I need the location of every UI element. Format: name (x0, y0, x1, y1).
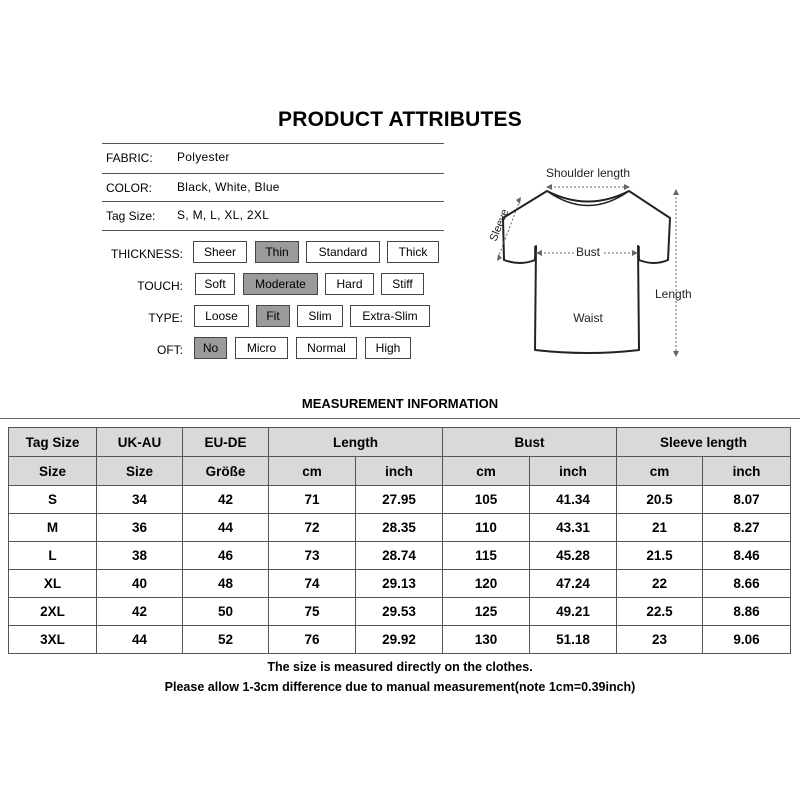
option-oft-micro: Micro (235, 337, 288, 359)
color-value: Black, White, Blue (177, 180, 280, 194)
table-cell: 28.35 (356, 514, 443, 542)
option-touch-soft: Soft (195, 273, 235, 295)
page-title: PRODUCT ATTRIBUTES (278, 108, 522, 131)
table-cell: 42 (97, 598, 183, 626)
table-cell: 3XL (9, 626, 97, 654)
table-cell: 49.21 (530, 598, 617, 626)
table-row (9, 514, 791, 542)
option-touch-hard: Hard (325, 273, 374, 295)
table-row (9, 598, 791, 626)
option-thickness-thin: Thin (255, 241, 299, 263)
touch-label: TOUCH: (137, 279, 183, 293)
diagram-label-shoulder: Shoulder length (545, 166, 631, 180)
table-cell: 21 (617, 514, 703, 542)
table-row (9, 542, 791, 570)
table-cell: 76 (269, 626, 356, 654)
table-cell: 75 (269, 598, 356, 626)
tshirt-diagram (478, 160, 708, 365)
table-cell: 8.07 (703, 486, 791, 514)
diagram-label-bust: Bust (575, 245, 601, 259)
divider (102, 230, 444, 231)
option-oft-normal: Normal (296, 337, 357, 359)
table-cell: 9.06 (703, 626, 791, 654)
header-cell: cm (269, 457, 356, 486)
table-cell: M (9, 514, 97, 542)
table-cell: 21.5 (617, 542, 703, 570)
header-cell: Tag Size (9, 428, 97, 457)
table-cell: 36 (97, 514, 183, 542)
table-cell: 29.53 (356, 598, 443, 626)
table-cell: 42 (183, 486, 269, 514)
header-cell: Size (9, 457, 97, 486)
table-cell: 27.95 (356, 486, 443, 514)
table-cell: 8.27 (703, 514, 791, 542)
table-cell: 23 (617, 626, 703, 654)
type-label: TYPE: (148, 311, 183, 325)
table-cell: 51.18 (530, 626, 617, 654)
table-cell: L (9, 542, 97, 570)
table-cell: XL (9, 570, 97, 598)
table-subheader-row (9, 457, 791, 486)
fabric-label: FABRIC: (106, 151, 153, 165)
table-cell: 105 (443, 486, 530, 514)
table-cell: 8.46 (703, 542, 791, 570)
header-cell: Größe (183, 457, 269, 486)
table-row (9, 486, 791, 514)
table-cell: 8.66 (703, 570, 791, 598)
header-cell: inch (356, 457, 443, 486)
option-type-loose: Loose (194, 305, 249, 327)
table-cell: 47.24 (530, 570, 617, 598)
divider (102, 201, 444, 202)
option-type-slim: Slim (297, 305, 343, 327)
table-cell: 22 (617, 570, 703, 598)
table-cell: 38 (97, 542, 183, 570)
table-cell: 28.74 (356, 542, 443, 570)
table-cell: 29.13 (356, 570, 443, 598)
color-label: COLOR: (106, 181, 153, 195)
measurement-table (8, 427, 791, 654)
header-cell: Bust (443, 428, 617, 457)
diagram-label-length: Length (655, 287, 692, 301)
header-cell: UK-AU (97, 428, 183, 457)
table-cell: 52 (183, 626, 269, 654)
tag-size-label: Tag Size: (106, 209, 156, 223)
table-cell: 8.86 (703, 598, 791, 626)
header-cell: EU-DE (183, 428, 269, 457)
table-cell: 74 (269, 570, 356, 598)
option-touch-stiff: Stiff (381, 273, 424, 295)
table-cell: 48 (183, 570, 269, 598)
table-cell: 22.5 (617, 598, 703, 626)
table-cell: 50 (183, 598, 269, 626)
header-cell: cm (617, 457, 703, 486)
option-oft-no: No (194, 337, 227, 359)
divider (102, 143, 444, 144)
table-cell: 130 (443, 626, 530, 654)
table-cell: 2XL (9, 598, 97, 626)
oft-label: OFT: (157, 343, 183, 357)
measurement-title: MEASUREMENT INFORMATION (301, 396, 499, 411)
table-cell: 46 (183, 542, 269, 570)
option-oft-high: High (365, 337, 411, 359)
table-cell: 110 (443, 514, 530, 542)
header-cell: inch (703, 457, 791, 486)
table-cell: 41.34 (530, 486, 617, 514)
table-cell: 43.31 (530, 514, 617, 542)
table-cell: 44 (183, 514, 269, 542)
table-cell: 73 (269, 542, 356, 570)
note-allowance: Please allow 1-3cm difference due to manual measurement(note 1cm=0.39inch) (164, 680, 636, 694)
option-thickness-sheer: Sheer (193, 241, 247, 263)
table-cell: 40 (97, 570, 183, 598)
option-type-fit: Fit (256, 305, 290, 327)
header-cell: Sleeve length (617, 428, 791, 457)
table-cell: 34 (97, 486, 183, 514)
header-cell: inch (530, 457, 617, 486)
table-cell: 115 (443, 542, 530, 570)
note-measured: The size is measured directly on the clothes. (267, 660, 533, 674)
table-cell: 71 (269, 486, 356, 514)
table-cell: 44 (97, 626, 183, 654)
diagram-label-waist: Waist (573, 311, 603, 325)
divider (102, 173, 444, 174)
table-cell: S (9, 486, 97, 514)
option-type-extra-slim: Extra-Slim (350, 305, 430, 327)
header-cell: cm (443, 457, 530, 486)
header-cell: Length (269, 428, 443, 457)
option-touch-moderate: Moderate (243, 273, 318, 295)
diagram-label-sleeve: Sleeve (487, 207, 512, 244)
table-cell: 20.5 (617, 486, 703, 514)
table-header-row (9, 428, 791, 457)
table-cell: 125 (443, 598, 530, 626)
fabric-value: Polyester (177, 150, 230, 164)
table-cell: 72 (269, 514, 356, 542)
tag-size-value: S, M, L, XL, 2XL (177, 208, 270, 222)
option-thickness-standard: Standard (306, 241, 380, 263)
table-cell: 29.92 (356, 626, 443, 654)
thickness-label: THICKNESS: (110, 247, 183, 261)
header-cell: Size (97, 457, 183, 486)
option-thickness-thick: Thick (387, 241, 439, 263)
table-cell: 45.28 (530, 542, 617, 570)
divider (0, 418, 800, 419)
table-row (9, 626, 791, 654)
table-row (9, 570, 791, 598)
table-cell: 120 (443, 570, 530, 598)
